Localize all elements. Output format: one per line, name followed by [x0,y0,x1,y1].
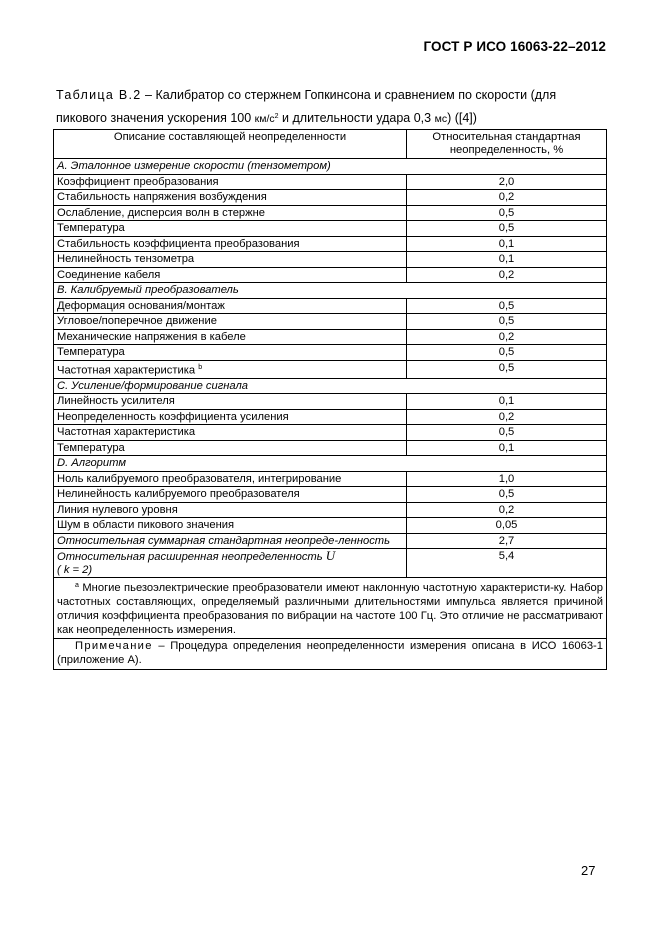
row-label: Линейность усилителя [54,394,407,410]
row-label: Стабильность напряжения возбуждения [54,190,407,206]
footnote-marker: a [75,582,79,590]
table-row [54,425,607,441]
section-title-d: D. Алгоритм [54,456,607,472]
row-value: 0,5 [407,221,607,237]
row-value: 0,5 [407,345,607,361]
table-row [54,205,607,221]
row-value: 0,5 [407,298,607,314]
row-label: Нелинейность тензометра [54,252,407,268]
footnote-ref-b: b [198,363,203,371]
row-label: Неопределенность коэффициента усиления [54,409,407,425]
header-row [54,130,607,159]
section-title-a: A. Эталонное измерение скорости (тензометром) [54,159,607,175]
expanded-value: 5,4 [407,549,607,578]
row-label: Шум в области пикового значения [54,518,407,534]
table-row [54,518,607,534]
row-value: 0,2 [407,190,607,206]
note-cell [54,639,607,670]
expanded-k: ( k = 2) [57,563,93,576]
row-label: Коэффициент преобразования [54,174,407,190]
table-row [54,394,607,410]
table-row [54,440,607,456]
table-row [54,502,607,518]
table-row [54,174,607,190]
row-label: Угловое/поперечное движение [54,314,407,330]
table-row [54,487,607,503]
row-label: Температура [54,221,407,237]
header-uncertainty: Относительная стандартная неопределенность, % [407,130,607,159]
table-caption [56,84,606,130]
section-row [54,159,607,175]
table-row [54,409,607,425]
row-label: Частотная характеристика [54,425,407,441]
page-number: 27 [581,863,596,878]
combined-row [54,533,607,549]
row-value: 0,5 [407,205,607,221]
caption-label: Таблица В.2 [56,88,142,102]
caption-unit-1-sup: 2 [274,113,279,120]
expanded-cell [54,549,407,578]
table-row [54,471,607,487]
caption-text-1: – Калибратор со стержнем Гопкинсона и сравнением по скорости (для пикового значения ускорения 100 [56,88,557,125]
row-value: 1,0 [407,471,607,487]
table-body [54,159,607,670]
footnote-text: Многие пьезоэлектрические преобразователи имеют наклонную частотную характеристи-ку. Набор частотных составляющих, определяемый различными длительностями импульса является причиной отличия коэффициента преобразования по вибрации на частоте 100 Гц. Это отличие не рассматривают как неопределенность измерения. [57,582,603,636]
section-title-c: C. Усиление/формирование сигнала [54,378,607,394]
caption-text-3: ) ([4]) [447,111,477,125]
row-value: 0,5 [407,314,607,330]
expanded-symbol: U [325,548,336,564]
row-value: 0,1 [407,252,607,268]
note-text: – Процедура определения неопределенности измерения описана в ИСО 16063-1 (приложение А). [57,640,603,667]
table-row [54,236,607,252]
row-value: 0,5 [407,360,607,378]
section-title-b: B. Калибруемый преобразователь [54,283,607,299]
table-row [54,314,607,330]
row-value: 0,2 [407,329,607,345]
header-description: Описание составляющей неопределенности [54,130,407,159]
expanded-label: Относительная расширенная неопределенность [57,551,326,564]
row-value: 0,1 [407,440,607,456]
table-row [54,345,607,361]
row-label: Температура [54,440,407,456]
combined-value: 2,7 [407,533,607,549]
caption-text-2: и длительности удара 0,3 [278,111,435,125]
row-label: Температура [54,345,407,361]
row-label: Деформация основания/монтаж [54,298,407,314]
row-label: Стабильность коэффициента преобразования [54,236,407,252]
table-row [54,252,607,268]
table-row [54,360,607,378]
footnote-cell [54,578,607,639]
row-label: Ноль калибруемого преобразователя, интегрирование [54,471,407,487]
row-value: 0,2 [407,409,607,425]
table-row [54,267,607,283]
expanded-row [54,549,607,578]
uncertainty-table [53,129,607,670]
row-label: Ослабление, дисперсия волн в стержне [54,205,407,221]
row-label: Нелинейность калибруемого преобразователя [54,487,407,503]
document-code: ГОСТ Р ИСО 16063-22–2012 [423,39,606,54]
row-value: 0,5 [407,425,607,441]
row-value: 2,0 [407,174,607,190]
section-row [54,378,607,394]
row-value: 0,5 [407,487,607,503]
table-row [54,221,607,237]
row-value: 0,1 [407,236,607,252]
row-label-with-footnote [54,360,407,378]
footnote-row [54,578,607,639]
table-row [54,190,607,206]
row-value: 0,2 [407,267,607,283]
section-row [54,283,607,299]
table-row [54,329,607,345]
caption-unit-2: мс [434,113,448,125]
section-row [54,456,607,472]
combined-label: Относительная суммарная стандартная неопреде-ленность [54,533,407,549]
note-row [54,639,607,670]
row-label: Механические напряжения в кабеле [54,329,407,345]
row-value: 0,05 [407,518,607,534]
row-label: Частотная характеристика [57,364,196,377]
row-value: 0,2 [407,502,607,518]
row-label: Соединение кабеля [54,267,407,283]
table-row [54,298,607,314]
caption-unit-1: км/с [254,113,275,125]
row-label: Линия нулевого уровня [54,502,407,518]
note-label: Примечание [75,640,153,653]
row-value: 0,1 [407,394,607,410]
